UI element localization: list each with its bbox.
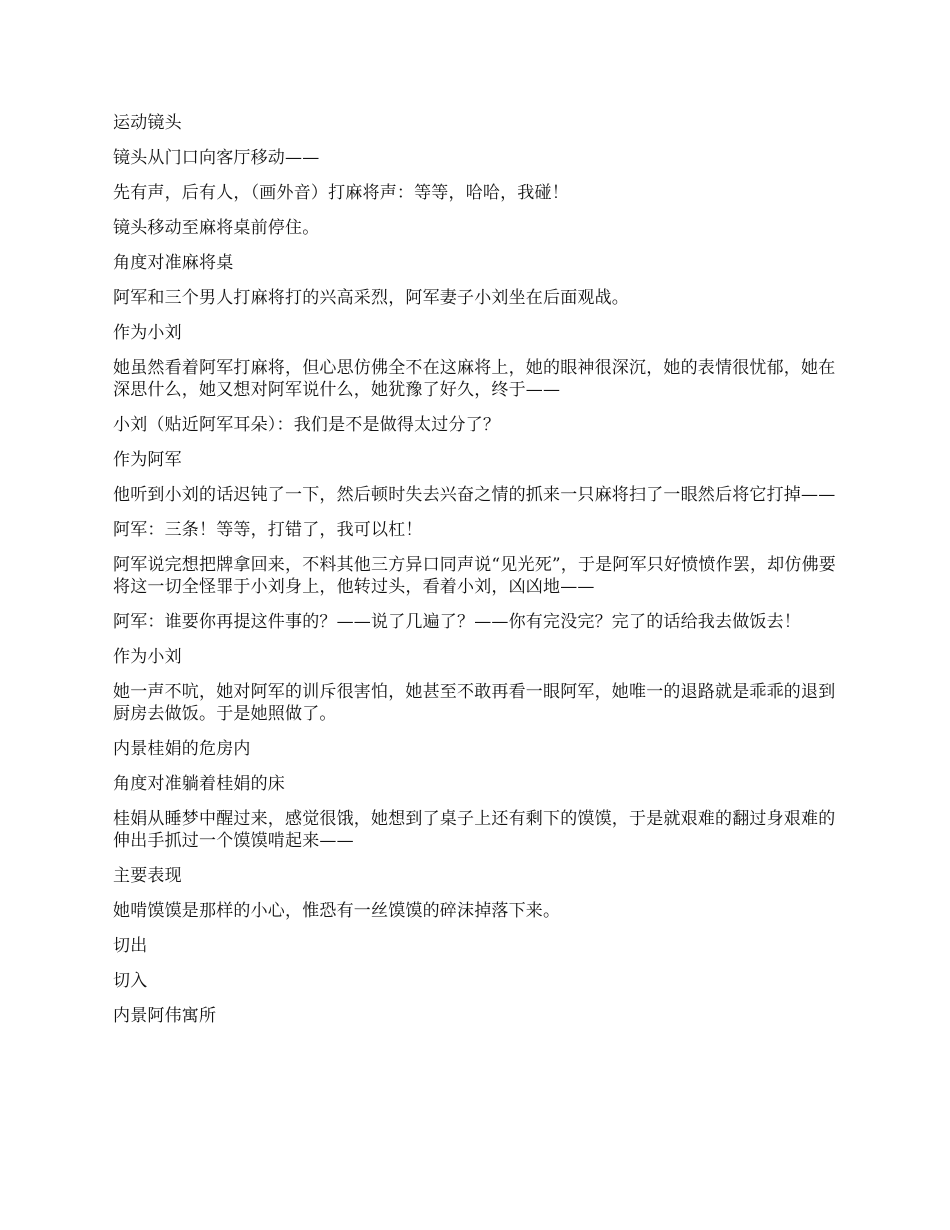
paragraph: 作为小刘	[113, 647, 182, 667]
paragraph: 镜头移动至麻将桌前停住。	[113, 218, 320, 238]
paragraph: 阿军：谁要你再提这件事的？——说了几遍了？——你有完没完？完了的话给我去做饭去！	[113, 612, 801, 632]
paragraph: 先有声，后有人，（画外音）打麻将声：等等，哈哈，我碰！	[113, 183, 569, 203]
paragraph: 她一声不吭，她对阿军的训斥很害怕，她甚至不敢再看一眼阿军，她唯一的退路就是乖乖的退到厨房去做饭。于是她照做了。	[113, 682, 836, 724]
paragraph: 他听到小刘的话迟钝了一下，然后顿时失去兴奋之情的抓来一只麻将扫了一眼然后将它打掉——	[113, 485, 836, 505]
paragraph: 阿军：三条！等等，打错了，我可以杠！	[113, 520, 423, 540]
paragraph: 她啃馍馍是那样的小心，惟恐有一丝馍馍的碎沫掉落下来。	[113, 901, 561, 921]
paragraph: 小刘（贴近阿军耳朵）：我们是不是做得太过分了？	[113, 415, 501, 435]
paragraph: 角度对准躺着桂娟的床	[113, 774, 285, 794]
paragraph: 内景阿伟寓所	[113, 1006, 217, 1026]
paragraph: 角度对准麻将桌	[113, 253, 234, 273]
paragraph: 作为小刘	[113, 323, 182, 343]
paragraph: 主要表现	[113, 866, 182, 886]
paragraph: 内景桂娟的危房内	[113, 739, 251, 759]
paragraph: 作为阿军	[113, 450, 182, 470]
paragraph: 桂娟从睡梦中醒过来，感觉很饿，她想到了桌子上还有剩下的馍馍，于是就艰难的翻过身艰难的伸出手抓过一个馍馍啃起来——	[113, 809, 836, 851]
paragraph: 她虽然看着阿军打麻将，但心思仿佛全不在这麻将上，她的眼神很深沉，她的表情很忧郁，她在深思什么，她又想对阿军说什么，她犹豫了好久，终于——	[113, 358, 836, 400]
paragraph: 运动镜头	[113, 113, 182, 133]
document-body	[113, 112, 841, 1040]
paragraph: 阿军说完想把牌拿回来，不料其他三方异口同声说“见光死”，于是阿军只好愤愤作罢，却仿佛要将这一切全怪罪于小刘身上，他转过头，看着小刘，凶凶地——	[113, 555, 836, 597]
paragraph: 阿军和三个男人打麻将打的兴高采烈，阿军妻子小刘坐在后面观战。	[113, 288, 629, 308]
paragraph: 切出	[113, 936, 148, 956]
paragraph: 镜头从门口向客厅移动——	[113, 148, 320, 168]
paragraph: 切入	[113, 971, 148, 991]
